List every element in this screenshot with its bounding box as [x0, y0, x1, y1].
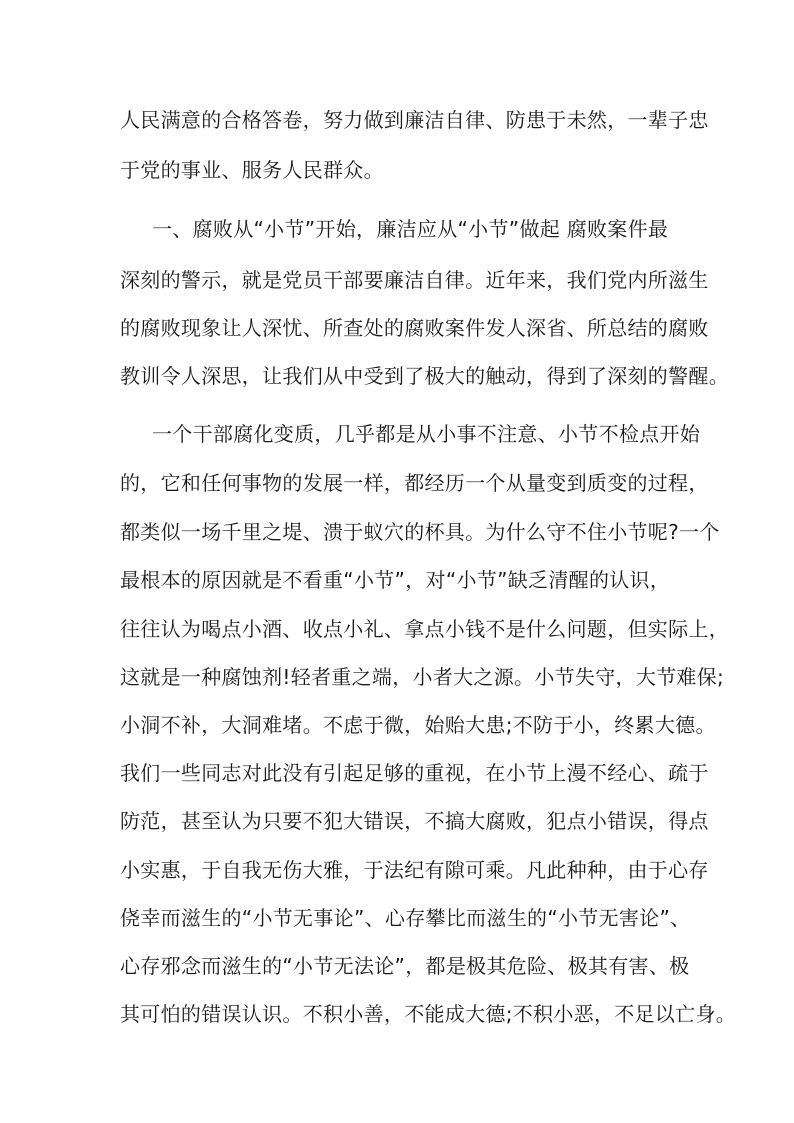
text-line: 这就是一种腐蚀剂!轻者重之端，小者大之源。小节失守，大节难保; [120, 665, 725, 689]
text-line: 的腐败现象让人深忧、所查处的腐败案件发人深省、所总结的腐败 [120, 316, 709, 340]
section-heading-line: 一、腐败从“小节”开始，廉洁应从“小节”做起 腐败案件最 [152, 217, 669, 241]
text-line: 教训令人深思，让我们从中受到了极大的触动，得到了深刻的警醒。 [120, 364, 729, 388]
text-line: 都类似一场千里之堤、溃于蚁穴的杯具。为什么守不住小节呢?一个 [120, 520, 720, 544]
text-line: 其可怕的错误认识。不积小善，不能成大德;不积小恶，不足以亡身。 [120, 1002, 737, 1026]
text-line: 小洞不补，大洞难堵。不虑于微，始贻大患;不防于小，终累大德。 [120, 713, 716, 737]
text-line: 深刻的警示，就是党员干部要廉洁自律。近年来，我们党内所滋生 [120, 268, 709, 292]
paragraph-start-line: 一个干部腐化变质，几乎都是从小事不注意、小节不检点开始 [152, 422, 701, 446]
text-line: 小实惠，于自我无伤大雅，于法纪有隙可乘。凡此种种，由于心存 [120, 858, 709, 882]
text-line: 人民满意的合格答卷，努力做到廉洁自律、防患于未然，一辈子忠 [120, 108, 709, 132]
text-line: 的，它和任何事物的发展一样，都经历一个从量变到质变的过程， [120, 471, 709, 495]
text-line: 心存邪念而滋生的“小节无法论”，都是极其危险、极其有害、极 [120, 954, 690, 978]
text-line: 我们一些同志对此没有引起足够的重视，在小节上漫不经心、疏于 [120, 761, 709, 785]
text-line: 最根本的原因就是不看重“小节”，对“小节”缺乏清醒的认识， [120, 568, 671, 592]
text-line: 往往认为喝点小酒、收点小礼、拿点小钱不是什么问题，但实际上， [120, 617, 729, 641]
text-line: 于党的事业、服务人民群众。 [120, 158, 384, 182]
text-line: 侥幸而滋生的“小节无事论”、心存攀比而滋生的“小节无害论”、 [120, 906, 691, 930]
text-line: 防范，甚至认为只要不犯大错误，不搞大腐败，犯点小错误，得点 [120, 809, 709, 833]
